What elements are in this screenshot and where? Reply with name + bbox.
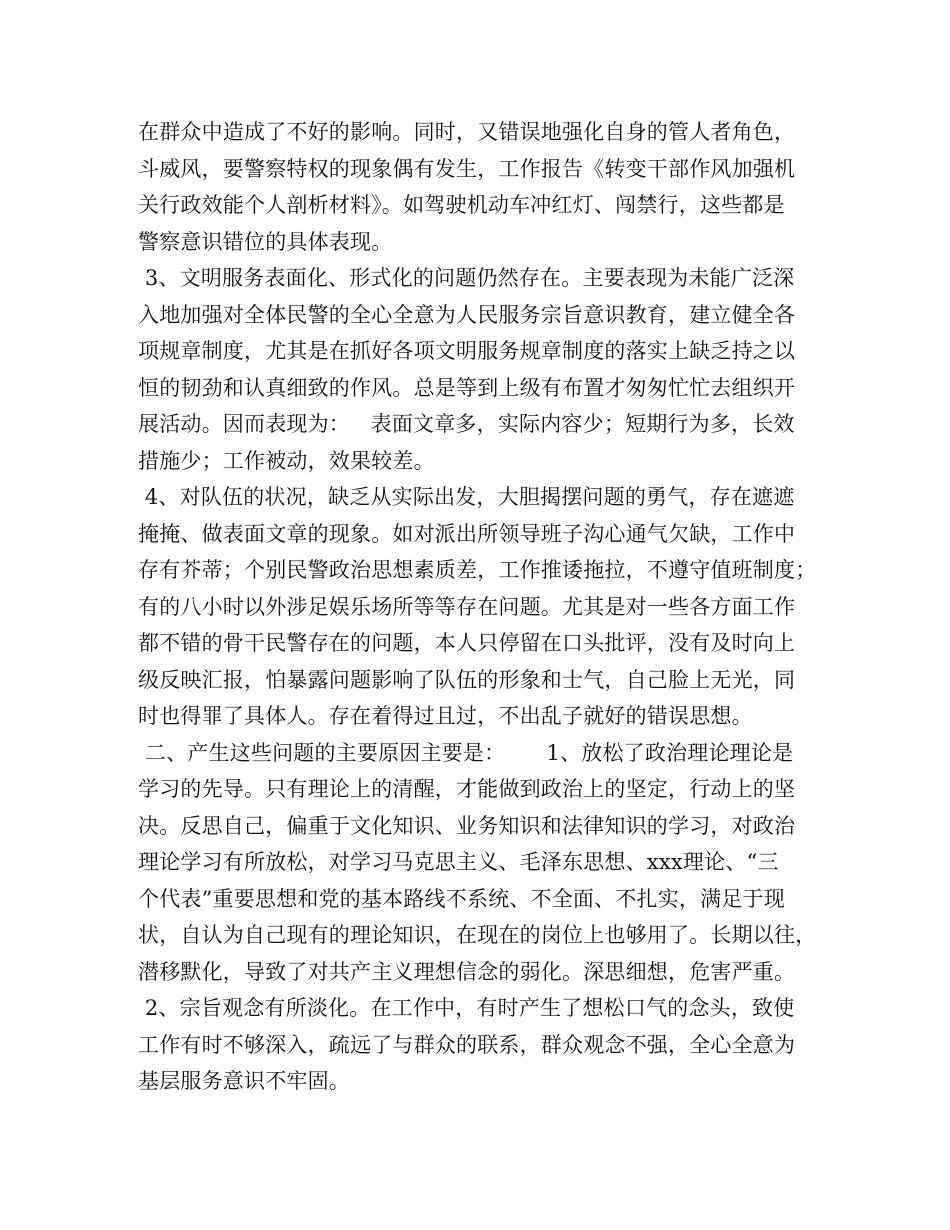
- text-line: 理论学习有所放松，对学习马克思主义、毛泽东思想、xxx理论、“三: [138, 850, 779, 874]
- text-line: 在群众中造成了不好的影响。同时，又错误地强化自身的管人者角色，: [138, 120, 796, 144]
- text-line: 级反映汇报，怕暴露问题影响了队伍的形象和士气，自己脸上无光，同: [138, 667, 796, 692]
- text-line: 2、宗旨观念有所淡化。在工作中，有时产生了想松口气的念头，致使: [138, 996, 795, 1020]
- text-line: 个代表”重要思想和党的基本路线不系统、不全面、不扎实，满足于现: [138, 886, 785, 911]
- text-line: 基层服务意识不牢固。: [138, 1069, 350, 1093]
- text-line: 措施少；工作被动，效果较差。: [138, 448, 435, 473]
- text-line: 展活动。因而表现为： 表面文章多，实际内容少；短期行为多，长效: [138, 412, 795, 436]
- text-line: 决。反思自己，偏重于文化知识、业务知识和法律知识的学习，对政治: [138, 813, 796, 838]
- document-body: [138, 114, 838, 1100]
- text-line: 恒的韧劲和认真细致的作风。总是等到上级有布置才匆匆忙忙去组织开: [138, 375, 796, 400]
- text-line: 潜移默化，导致了对共产主义理想信念的弱化。深思细想，危害严重。: [138, 959, 796, 984]
- text-line: 4、对队伍的状况，缺乏从实际出发，大胆揭摆问题的勇气，存在遮遮: [138, 485, 795, 509]
- text-line: 有的八小时以外涉足娱乐场所等等存在问题。尤其是对一些各方面工作: [138, 594, 796, 619]
- text-line: 状，自认为自己现有的理论知识，在现在的岗位上也够用了。长期以往，: [138, 923, 817, 947]
- text-line: 存有芥蒂；个别民警政治思想素质差，工作推诿拖拉，不遵守值班制度；: [138, 558, 817, 582]
- text-line: 工作有时不够深入，疏远了与群众的联系，群众观念不强，全心全意为: [138, 1032, 796, 1057]
- text-line: 学习的先导。只有理论上的清醒，才能做到政治上的坚定，行动上的坚: [138, 777, 796, 801]
- text-line: 都不错的骨干民警存在的问题，本人只停留在口头批评，没有及时向上: [138, 631, 796, 655]
- text-line: 入地加强对全体民警的全心全意为人民服务宗旨意识教育，建立健全各: [138, 302, 796, 327]
- text-line: 关行政效能个人剖析材料》。如驾驶机动车冲红灯、闯禁行，这些都是: [138, 193, 785, 217]
- text-line: 项规章制度，尤其是在抓好各项文明服务规章制度的落实上缺乏持之以: [138, 339, 796, 363]
- text-line: 斗威风，要警察特权的现象偶有发生，工作报告《转变干部作风加强机: [138, 156, 796, 181]
- text-line: 3、文明服务表面化、形式化的问题仍然存在。主要表现为未能广泛深: [138, 266, 795, 290]
- text-line: 警察意识错位的具体表现。: [138, 229, 393, 254]
- text-line: 时也得罪了具体人。存在着得过且过，不出乱子就好的错误思想。: [138, 704, 753, 728]
- text-line: 二、产生这些问题的主要原因主要是： 1、放松了政治理论理论是: [138, 740, 794, 765]
- text-line: 掩掩、做表面文章的现象。如对派出所领导班子沟心通气欠缺，工作中: [138, 521, 796, 546]
